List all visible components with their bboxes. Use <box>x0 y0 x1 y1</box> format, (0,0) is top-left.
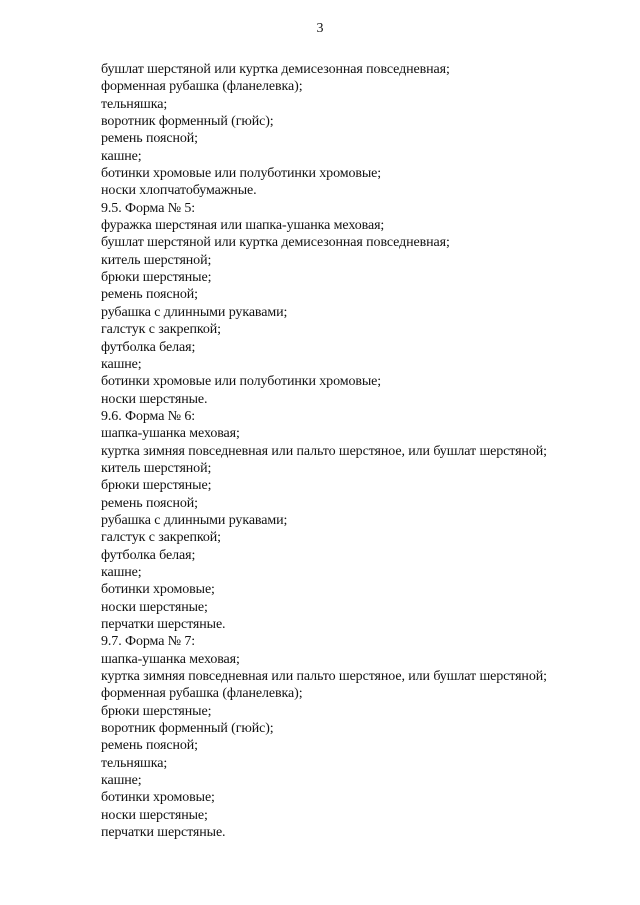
list-item: кашне; <box>101 564 142 580</box>
list-item: форменная рубашка (фланелевка); <box>101 79 303 95</box>
list-item: ремень поясной; <box>101 738 198 754</box>
list-item: брюки шерстяные; <box>101 703 212 719</box>
document-body <box>101 61 600 841</box>
list-item: носки шерстяные; <box>101 599 208 615</box>
list-item: носки шерстяные; <box>101 807 208 823</box>
list-item: куртка зимняя повседневная или пальто шерстяное, или бушлат шерстяной; <box>101 669 547 685</box>
list-item: носки шерстяные. <box>101 391 208 407</box>
list-item: кашне; <box>101 148 142 164</box>
list-item: галстук с закрепкой; <box>101 530 221 546</box>
list-item: галстук с закрепкой; <box>101 322 221 338</box>
list-item: брюки шерстяные; <box>101 270 212 286</box>
list-item: ботинки хромовые или полуботинки хромовые; <box>101 374 382 390</box>
list-item: ботинки хромовые; <box>101 790 215 806</box>
list-item: футболка белая; <box>101 547 196 563</box>
list-item: перчатки шерстяные. <box>101 617 226 632</box>
list-item: перчатки шерстяные. <box>101 825 226 841</box>
list-item: тельняшка; <box>101 96 168 112</box>
list-item: ремень поясной; <box>101 131 198 147</box>
list-item: ботинки хромовые или полуботинки хромовые; <box>101 166 382 182</box>
list-item: кашне; <box>101 356 142 372</box>
page-number: 3 <box>316 21 324 36</box>
list-item: тельняшка; <box>101 755 168 771</box>
list-item: шапка-ушанка меховая; <box>101 651 240 667</box>
list-item: ботинки хромовые; <box>101 582 215 598</box>
list-item: брюки шерстяные; <box>101 478 212 494</box>
list-item: фуражка шерстяная или шапка-ушанка меховая; <box>101 218 385 234</box>
list-item: воротник форменный (гюйс); <box>101 114 274 130</box>
list-item: форменная рубашка (фланелевка); <box>101 686 303 702</box>
section-heading: 9.6. Форма № 6: <box>101 408 196 424</box>
section-heading: 9.5. Форма № 5: <box>101 200 196 216</box>
list-item: рубашка с длинными рукавами; <box>101 512 288 528</box>
list-item: шапка-ушанка меховая; <box>101 426 240 442</box>
list-item: бушлат шерстяной или куртка демисезонная повседневная; <box>101 62 450 77</box>
list-item: китель шерстяной; <box>101 460 212 476</box>
list-item: китель шерстяной; <box>101 252 212 268</box>
list-item: куртка зимняя повседневная или пальто шерстяное, или бушлат шерстяной; <box>101 443 547 459</box>
list-item: кашне; <box>101 773 142 789</box>
list-item: футболка белая; <box>101 339 196 355</box>
list-item: ремень поясной; <box>101 287 198 303</box>
list-item: ремень поясной; <box>101 495 198 511</box>
list-item: воротник форменный (гюйс); <box>101 721 274 737</box>
section-heading: 9.7. Форма № 7: <box>101 634 196 650</box>
list-item: бушлат шерстяной или куртка демисезонная повседневная; <box>101 235 450 251</box>
list-item: носки хлопчатобумажные. <box>101 183 257 199</box>
list-item: рубашка с длинными рукавами; <box>101 304 288 320</box>
